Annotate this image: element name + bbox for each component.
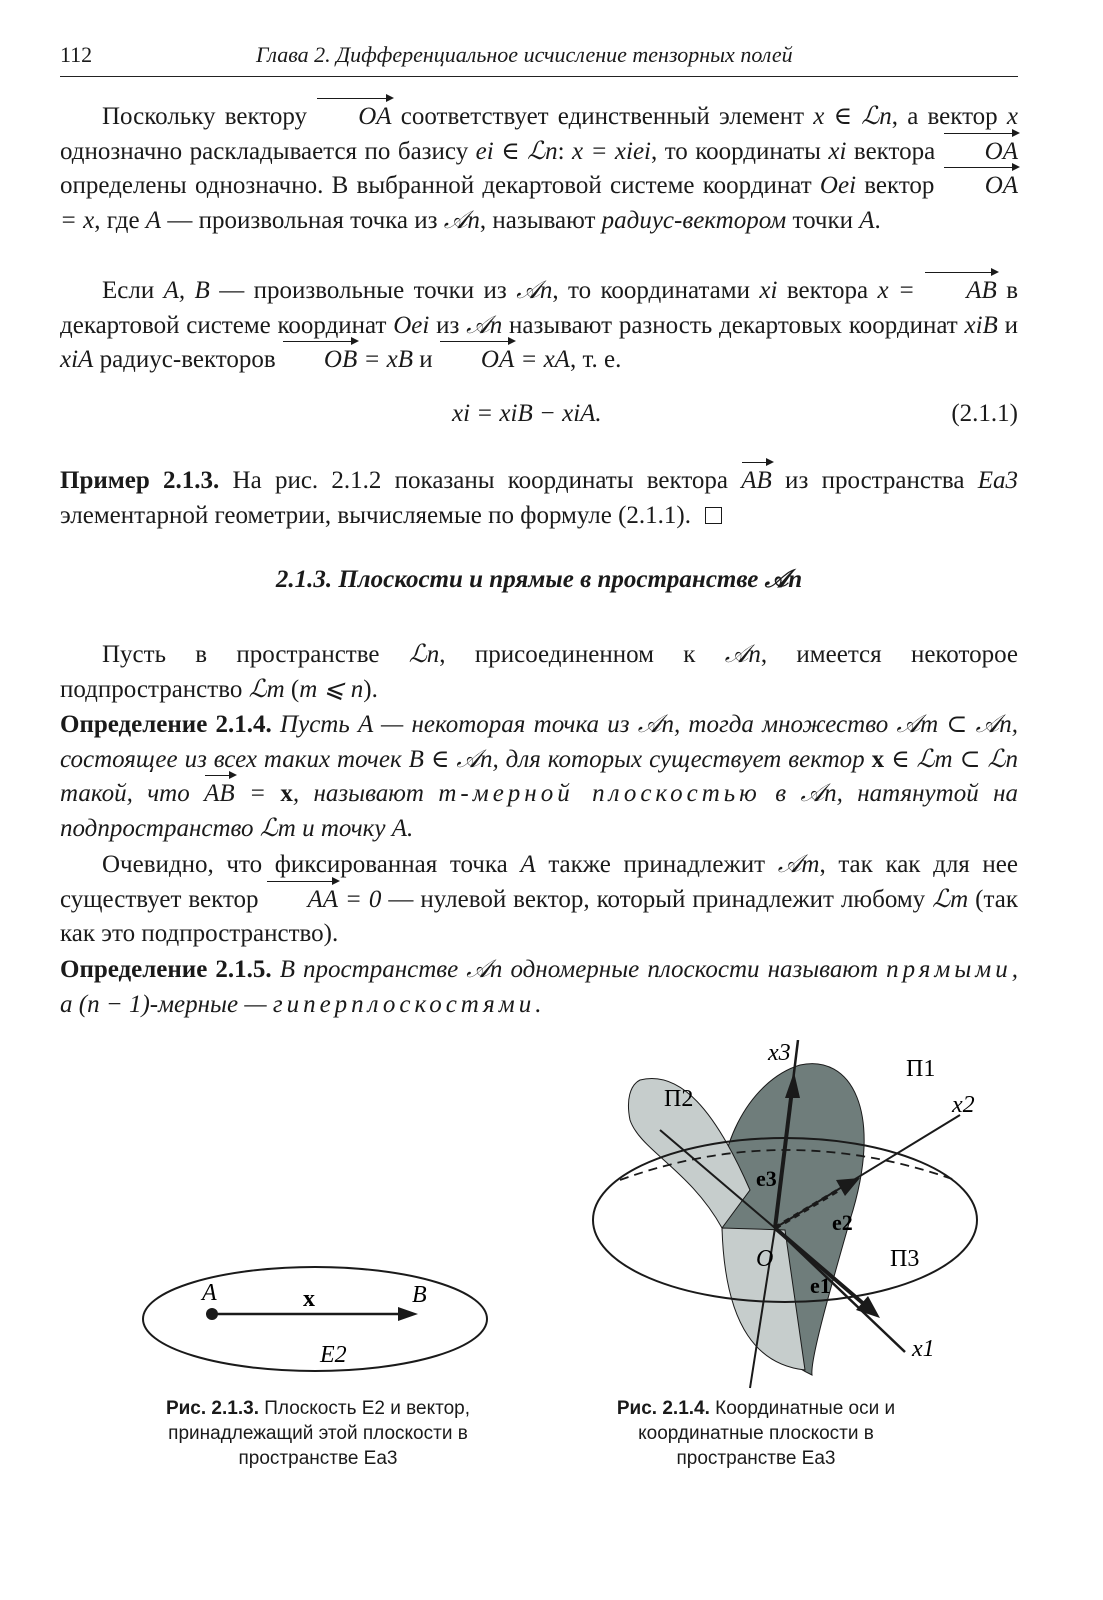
text: Пусть в пространстве [102,641,409,668]
math: 𝒜n [443,206,480,234]
text: , называют [292,780,439,807]
page [60,0,1018,1600]
text: , а (n − 1)-мерные — [60,956,1018,1018]
math: xi [828,137,847,165]
math: A [520,851,536,878]
paragraph-coordinates [60,274,1018,378]
text: , имеется некоторое подпространство [60,641,1018,703]
text: , то координаты [651,137,829,165]
equation-number: (2.1.1) [951,400,1018,427]
term-m-plane: m-мерной плоскостью [438,780,761,807]
label-x1: x1 [912,1336,935,1362]
text: , где [94,206,146,234]
label-p3: П3 [890,1246,920,1272]
math: x [1006,103,1018,130]
text: называют разность декартовых координат [502,311,965,339]
text: Поскольку вектору [102,103,317,130]
text: из [429,311,467,339]
math: x [871,745,885,773]
math: = xA [514,346,570,373]
text: и [997,311,1018,339]
text: — нулевой вектор, который принадлежит любому [381,885,933,913]
text: Очевидно, что фиксированная точка [102,851,521,878]
text: — произвольная точка из [161,206,444,234]
math: ei ∈ ℒn [475,137,558,165]
vector-ab: AB [924,274,997,309]
text: однозначно раскладывается по базису [60,137,476,165]
example-2-1-3 [60,464,1018,533]
math: x = xiei [572,137,651,165]
label-a: A [202,1280,217,1306]
text: ( [284,675,300,703]
figure-coordinate-planes [560,1040,990,1390]
caption-fig-2-1-3 [144,1396,492,1471]
vector-ab: AB [204,777,235,812]
text: , то координатами [552,277,760,304]
text: из пространства [771,467,978,494]
math: = xB [357,346,413,373]
example-label: Пример 2.1.3. [60,467,220,494]
math: ℒn [408,641,440,668]
text: радиус-векторов [93,346,282,373]
vector-oa: OA [439,343,514,378]
paragraph-radius-vector [60,100,1018,238]
math: A [859,206,875,234]
label-b: B [412,1282,427,1308]
text: (так как это подпространство). [60,885,1018,947]
caption-label: Рис. 2.1.4. [616,1398,710,1419]
caption-label: Рис. 2.1.3. [165,1398,259,1419]
text: вектор [856,172,943,199]
caption-text: Плоскость E2 и вектор, принадлежащий этой плоскости в пространстве Ea3 [168,1398,471,1469]
math: xi [759,277,778,304]
qed-square-icon [705,507,722,524]
vector-x-arrowhead [398,1307,418,1321]
equation-body: xi = xiB − xiA. [452,400,602,427]
math: 𝒜n [516,277,553,304]
term-radius-vector: радиус-вектором [601,206,787,234]
math: m ⩽ n [299,675,364,703]
label-origin: O [756,1246,774,1272]
caption-fig-2-1-4 [580,1396,932,1471]
text: , присоединенном к [439,641,725,668]
text: : [557,137,573,165]
math: x ∈ ℒn [813,103,892,130]
math: A [145,206,162,234]
label-e2: E2 [320,1342,347,1368]
text: элементарной геометрии, вычисляемые по формуле (2.1.1). [60,501,692,529]
page-number: 112 [60,42,93,67]
text: определены однозначно. В выбранной декартовой системе координат [60,172,820,199]
equation-2-1-1 [60,398,1018,438]
vector-oa: OA [943,135,1018,170]
vector-ob: OB [282,343,357,378]
vector-ab: AB [741,464,772,499]
term-hyperplanes: гиперплоскостями [272,990,536,1018]
math: xiB [964,311,998,339]
term-lines: прямыми [886,956,1012,983]
text: Пусть A — некоторая точка из 𝒜n, тогда множество 𝒜m ⊂ 𝒜n, состоящее из всех таких точек B ∈ 𝒜n, для которых существует вектор [60,711,1019,773]
text: вектора [846,137,943,165]
label-x2: x2 [952,1092,975,1118]
text: , а вектор [891,103,1007,130]
math: = 0 [338,885,382,913]
math: ℒm [248,675,285,703]
label-p2: П2 [664,1086,694,1112]
text: также принадлежит [535,851,778,878]
math: 𝒜n [724,641,761,668]
text: вектора [777,277,878,304]
chapter-title: Глава 2. Дифференциальное исчисление тензорных полей [256,42,793,67]
vector-oa: OA [316,100,391,135]
text: ). [363,675,378,703]
text: В пространстве 𝒜n одномерные плоскости называют [271,956,887,983]
text: ∈ ℒm ⊂ ℒn такой, что [60,745,1018,807]
math: 𝒜m [777,851,820,878]
text: соответствует единственный элемент [391,103,814,130]
label-x: x [303,1286,315,1312]
paragraph-zero-vector [60,848,1018,952]
text: , так как для нее существует вектор [60,851,1019,913]
text: , называют [479,206,602,234]
math: x [280,780,293,807]
paragraph-subspace [60,638,1018,707]
definition-2-1-4 [60,708,1018,846]
definition-label: Определение 2.1.4. [60,711,272,738]
definition-label: Определение 2.1.5. [60,956,272,983]
math: xiA [60,346,94,373]
caption-text: Координатные оси и координатные плоскости в пространстве Ea3 [638,1398,896,1469]
text: Если [102,277,164,304]
definition-2-1-5 [60,953,1018,1022]
label-e1: e1 [810,1273,831,1298]
vector-aa: AA [266,883,339,918]
math: A, B [163,277,210,304]
section-heading: 2.1.3. Плоскости и прямые в пространстве 𝒜n [275,566,803,593]
label-e2: e2 [832,1210,853,1235]
text: . [874,206,881,234]
label-e3: e3 [756,1166,777,1191]
math: Ea3 [977,467,1018,494]
math: x = [877,277,925,304]
math: ℒm [932,885,969,913]
text: — произвольные точки из [209,277,517,304]
figure-plane-e2 [140,1262,490,1380]
text: точки [786,206,860,234]
math: Oei [393,311,430,339]
vector-oa: OA [943,169,1018,204]
text: в декартовой системе координат [60,277,1018,339]
plane-ellipse [143,1267,487,1371]
text: = [234,780,281,807]
label-p1: П1 [906,1056,936,1082]
text: . [535,990,542,1018]
text: , т. е. [569,346,622,373]
math: 𝒜n [466,311,503,339]
running-header [60,38,1018,77]
text: в 𝒜n, натянутой на подпространство ℒm и точку A. [60,780,1019,842]
math: = x [60,206,95,234]
text: и [413,346,439,373]
text: На рис. 2.1.2 показаны координаты вектора [219,467,742,494]
math: Oei [819,172,857,199]
label-x3: x3 [768,1040,791,1066]
